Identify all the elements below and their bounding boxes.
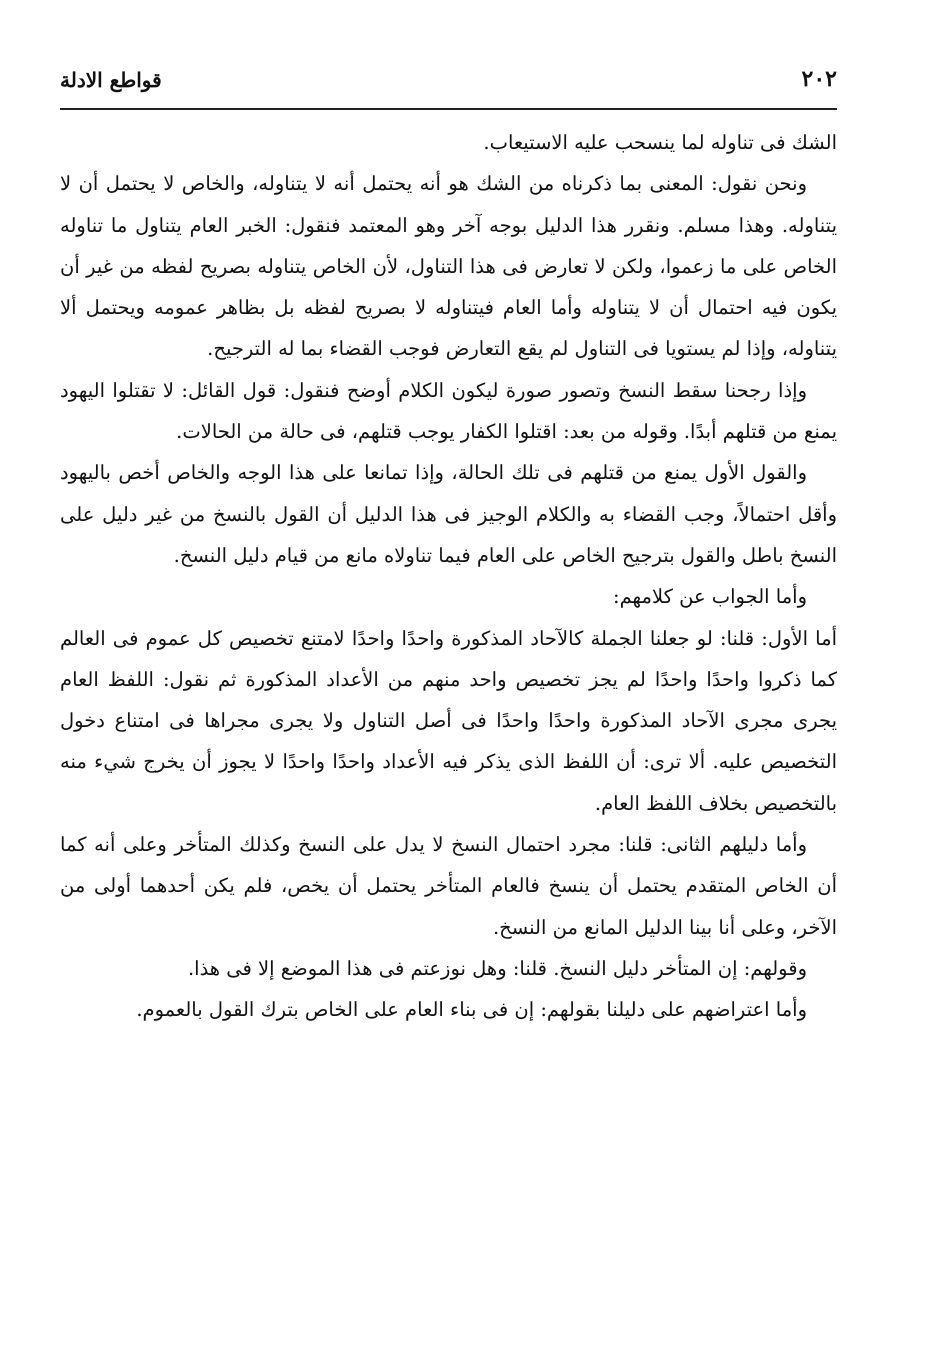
paragraph-7: وأما دليلهم الثانى: قلنا: مجرد احتمال النسخ لا يدل على النسخ وكذلك المتأخر وعلى أنه كما أن الخاص المتقدم يحتمل أن ينسخ فالعام المتأخر يحتمل أن يخص، فلم يكن أحدهما أولى من الآخر، وعلى أنا بينا الدليل المانع من النسخ. [60, 833, 837, 939]
page-header [60, 68, 837, 104]
paragraph-5: وأما الجواب عن كلامهم: [613, 585, 807, 609]
paragraph-6: أما الأول: قلنا: لو جعلنا الجملة كالآحاد المذكورة واحدًا واحدًا لامتنع تخصيص كل عموم فى العالم كما ذكروا واحدًا واحدًا لم يجز تخصيص واحد منهم من الأعداد المذكورة ثم نقول: اللفظ العام يجرى مجرى الآحاد المذكورة واحدًا واحدًا فى أصل التناول ولا يجرى مجراها فى امتناع دخول التخصيص عليه. ألا ترى: أن اللفظ الذى يذكر فيه الأعداد واحدًا واحدًا لا يجوز أن يخرج شيء منه بالتخصيص بخلاف اللفظ العام. [60, 626, 837, 815]
paragraph-2: ونحن نقول: المعنى بما ذكرناه من الشك هو أنه يحتمل أنه لا يتناوله، والخاص لا يحتمل أن لا يتناوله. وهذا مسلم. ونقرر هذا الدليل بوجه آخر وهو المعتمد فنقول: الخبر العام يتناول ما تناوله الخاص على ما زعموا، ولكن لا تعارض فى هذا التناول، لأن الخاص يتناوله بصريح لفظه من غير أن يكون فيه احتمال أن لا يتناوله وأما العام فيتناوله لا بصريح لفظه بل بظاهر عمومه ويحتمل ألا يتناوله، وإذا لم يستويا فى التناول لم يقع التعارض فوجب القضاء بما له الترجيح. [60, 172, 837, 361]
paragraph-1: الشك فى تناوله لما ينسحب عليه الاستيعاب. [483, 131, 837, 154]
paragraph-4: والقول الأول يمنع من قتلهم فى تلك الحالة، وإذا تمانعا على هذا الوجه والخاص أخص باليهود وأقل احتمالاً، وجب القضاء به والكلام الوجيز فى هذا الدليل أن القول بالنسخ من غير دليل على النسخ باطل والقول بترجيح الخاص على العام فيما تناولاه مانع من قيام دليل النسخ. [60, 461, 837, 567]
page-number: ٢٠٢ [801, 66, 837, 92]
paragraph-3: وإذا رجحنا سقط النسخ وتصور صورة ليكون الكلام أوضح فنقول: قول القائل: لا تقتلوا اليهود يمنع من قتلهم أبدًا. وقوله من بعد: اقتلوا الكفار يوجب قتلهم، فى حالة من الحالات. [60, 378, 837, 444]
book-title: قواطع الادلة [60, 68, 162, 92]
page-body [60, 122, 837, 1031]
header-rule [60, 108, 837, 110]
paragraph-8: وقولهم: إن المتأخر دليل النسخ. قلنا: وهل نوزعتم فى هذا الموضع إلا فى هذا. [187, 956, 807, 980]
paragraph-9: وأما اعتراضهم على دليلنا بقولهم: إن فى بناء العام على الخاص بترك القول بالعموم. [136, 998, 807, 1022]
